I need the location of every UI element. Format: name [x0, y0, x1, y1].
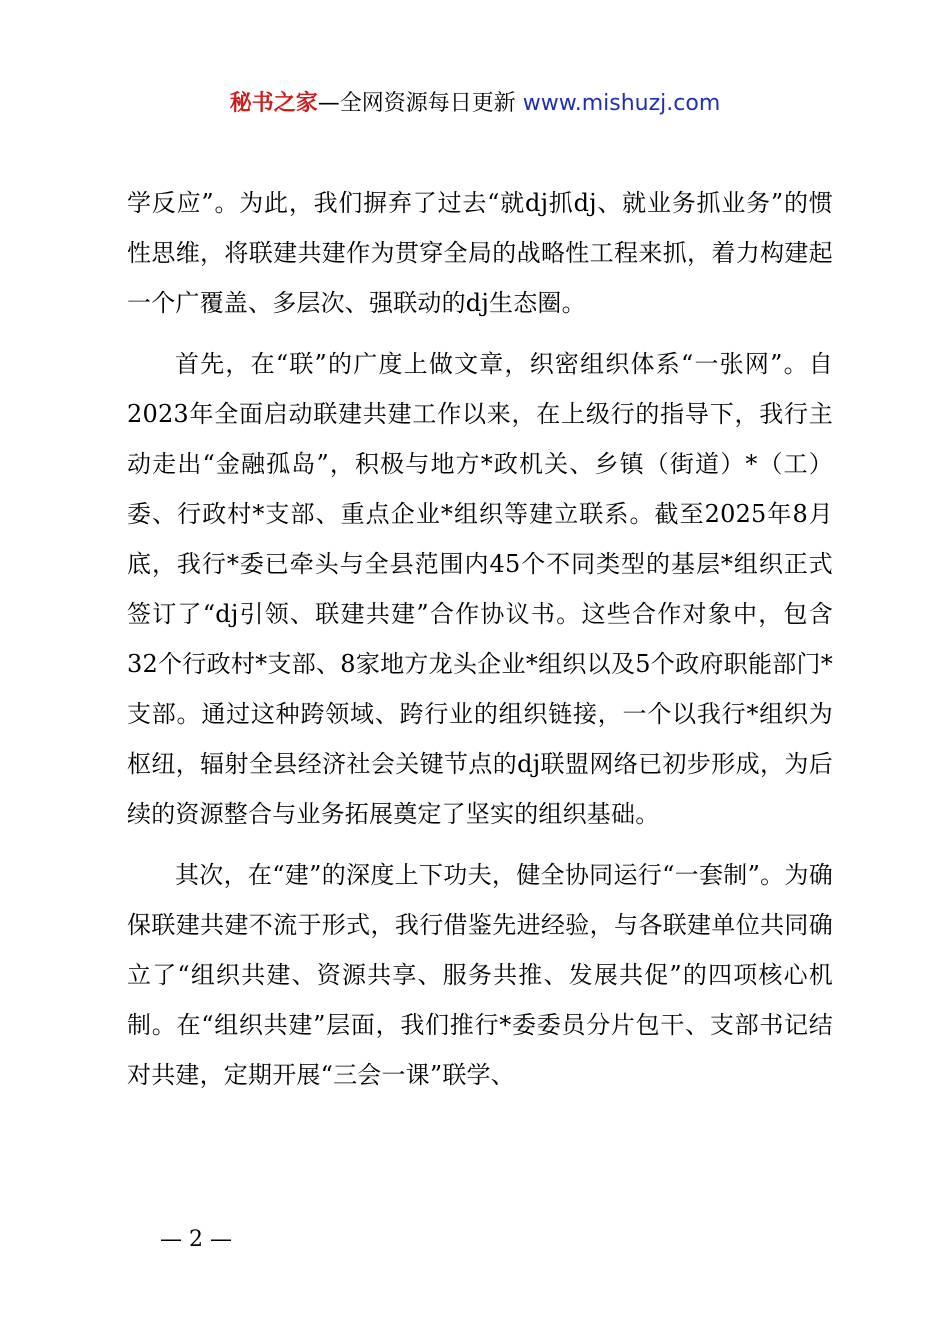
paragraph-first-point: 首先，在“联”的广度上做文章，织密组织体系“一张网”。自2023年全面启动联建共建工作以来，在上级行的指导下，我行主动走出“金融孤岛”，积极与地方*政机关、乡镇（街道）*（工）委、行政村*支部、重点企业*组织等建立联系。截至2025年8月底，我行*委已牵头与全县范围内45个不同类型的基层*组织正式签订了“dj引领、联建共建”合作协议书。这些合作对象中，包含32个行政村*支部、8家地方龙头企业*组织以及5个政府职能部门*支部。通过这种跨领域、跨行业的组织链接，一个以我行*组织为枢纽，辐射全县经济社会关键节点的dj联盟网络已初步形成，为后续的资源整合与业务拓展奠定了坚实的组织基础。	[127, 350, 833, 828]
paragraph-continuation: 学反应”。为此，我们摒弃了过去“就dj抓dj、就业务抓业务”的惯性思维，将联建共建作为贯穿全局的战略性工程来抓，着力构建起一个广覆盖、多层次、强联动的dj生态圈。	[127, 189, 833, 317]
document-body	[127, 178, 833, 1100]
site-header	[0, 86, 950, 122]
site-url[interactable]: www.mishuzj.com	[522, 91, 721, 116]
paragraph-second-point: 其次，在“建”的深度上下功夫，健全协同运行“一套制”。为确保联建共建不流于形式，我行借鉴先进经验，与各联建单位共同确立了“组织共建、资源共享、服务共推、发展共促”的四项核心机制。在“组织共建”层面，我们推行*委委员分片包干、支部书记结对共建，定期开展“三会一课”联学、	[127, 861, 833, 1089]
site-slogan: —全网资源每日更新	[317, 91, 523, 116]
site-brand: 秘书之家	[229, 91, 318, 116]
page-number: — 2 —	[160, 1227, 232, 1252]
